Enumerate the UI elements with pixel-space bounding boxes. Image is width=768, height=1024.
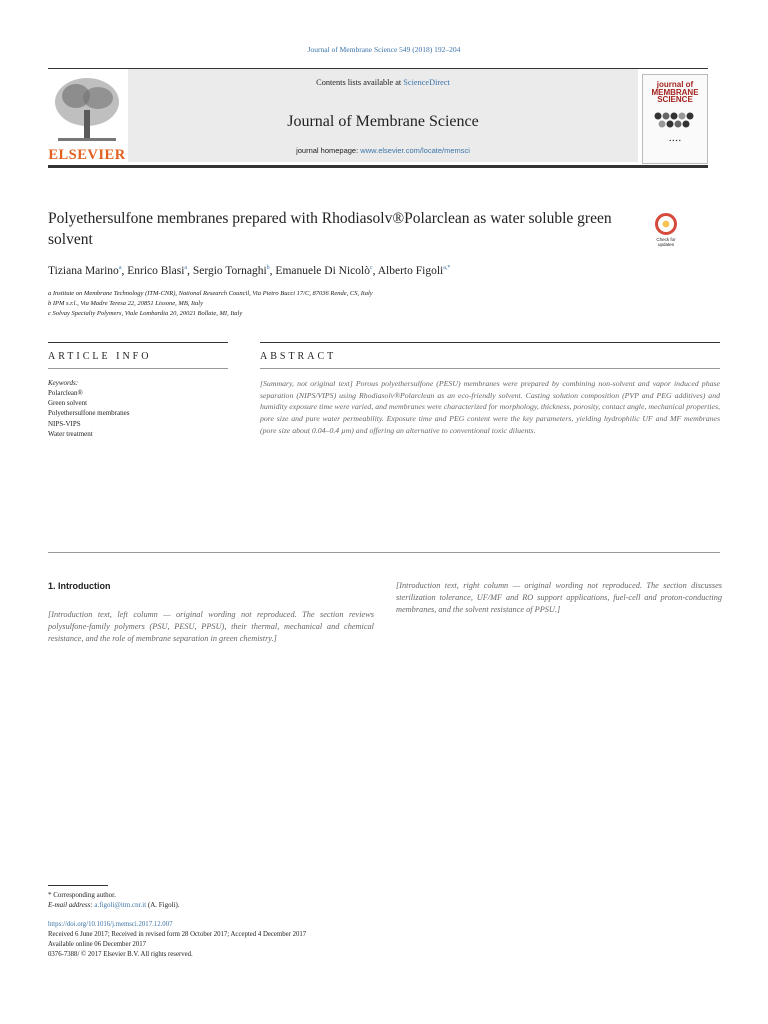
homepage-label: journal homepage: [296,146,359,156]
keyword: NIPS-VIPS [48,419,81,428]
keyword: Green solvent [48,399,88,408]
online-date: Available online 06 December 2017 [48,940,147,948]
intro-left-placeholder: [Introduction text, left column — original wording not reproduced. The section reviews polysulfone-family polymers (PSU, PESU, PPSU), their thermal, mechanical and chemical resistance, and the role of membrane separation in green chemistry.] [48,610,374,644]
abstract-body: [Summary, not original text] Porous polyethersulfone (PESU) membranes were prepared by combining non-solvent and vapor induced phase separation (NIPS/VIPS) using Rhodiasolv®Polarclean as an eco-friendly solvent. Casting solution composition (PVP and PEG additives) and humidity exposure time were varied, and membranes were characterized for morphology, thickness, porosity, contact angle, mechanical properties, pore size and pure water permeability. Exposure time and PEG content were the key parameters, yielding hydrophilic UF and MF membranes (pore size about 0.04–0.4 µm) and offering an alternative to conventional toxic diluents. [260,379,720,435]
divider [48,552,720,553]
author-list: Tiziana Marino$^a$, Enrico Blasi$^a$, Sergio Tornaghi$^b$, Emanuele Di Nicolò$^c$, Alberto Figoli$^{a,*}$ [48,265,451,277]
keywords-label: Keywords: [48,379,79,387]
affiliation-line: a Institute on Membrane Technology (ITM-CNR), National Research Council, Via Pietro Bucci 17/C, 87036 Rende, CS, Italy [48,290,373,297]
corresponding-author-label: * Corresponding author. [48,891,116,899]
article-title: Polyethersulfone membranes prepared with Rhodiasolv®Polarclean as water soluble green solvent [48,210,612,248]
footnote-rule [48,885,108,886]
author-name[interactable]: Alberto Figoli [377,265,444,277]
masthead-center [128,69,638,162]
intro-left-column [48,580,374,645]
copyright-line: 0376-7388/ © 2017 Elsevier B.V. All rights reserved. [48,950,193,958]
cover-title: journal of MEMBRANE SCIENCE [651,80,699,105]
received-dates: Received 6 June 2017; Received in revised form 28 October 2017; Accepted 4 December 2017 [48,930,307,938]
publication-info [48,920,306,959]
journal-reference-link[interactable]: Journal of Membrane Science 549 (2018) 192–204 [307,45,461,54]
author-name[interactable]: Enrico Blasi [127,265,185,277]
homepage-link[interactable]: www.elsevier.com/locate/memsci [360,146,470,156]
keywords-block [48,378,228,439]
author-name[interactable]: Tiziana Marino [48,265,119,277]
divider [48,368,228,369]
author-name[interactable]: Sergio Tornaghi [192,265,267,277]
email-link[interactable]: a.figoli@itm.cnr.it [94,901,147,910]
divider [48,342,228,343]
journal-masthead [48,68,708,168]
check-for-updates-icon [655,213,677,235]
doi-link[interactable]: https://doi.org/10.1016/j.memsci.2017.12.007 [48,921,173,928]
affiliations [48,289,373,319]
journal-homepage [128,146,638,157]
affiliation-line: b IPM s.r.l., Via Madre Teresa 22, 20851 Lissone, MB, Italy [48,300,203,308]
email-suffix: (A. Figoli). [147,901,180,910]
abstract-heading: ABSTRACT [260,351,337,362]
contents-prefix: Contents lists available at [316,78,402,87]
journal-cover-thumbnail[interactable] [642,74,708,164]
cover-hexagon-graphic [652,110,698,130]
email-label: E-mail address: [48,901,93,910]
elsevier-wordmark: ELSEVIER [48,146,126,163]
author-affiliation-mark[interactable]: a [118,265,122,272]
check-for-updates-badge[interactable] [648,213,684,248]
affiliation-line: c Solvay Specialty Polymers, Viale Lombardia 20, 20021 Bollate, MI, Italy [48,310,243,318]
journal-title: Journal of Membrane Science [287,113,479,131]
author-name[interactable]: Emanuele Di Nicolò [275,265,370,277]
keyword: Water treatment [48,429,93,438]
author-affiliation-mark[interactable]: a,* [443,265,451,272]
article-info-heading: ARTICLE INFO [48,351,152,362]
keyword: Polyethersulfone membranes [48,409,130,418]
divider [260,368,720,369]
keyword: Polarclean® [48,389,83,398]
contents-line [128,77,638,89]
check-for-updates-label: Check for updates [656,237,676,248]
intro-heading: 1. Introduction [48,581,111,591]
intro-right-placeholder: [Introduction text, right column — original wording not reproduced. The section discusses sterilization tolerance, UF/MF and RO support applications, fuel-cell and proton-conducting membranes, and the solvent resistance of PPSU.] [396,581,722,615]
divider [260,342,720,343]
author-affiliation-mark[interactable]: b [266,265,270,272]
author-affiliation-mark[interactable]: c [369,265,373,272]
cover-footer-marks: ▪ ▪ ▪ ▪ [669,137,681,144]
author-affiliation-mark[interactable]: a [184,265,188,272]
corresponding-author-footnote [48,885,374,910]
sciencedirect-link[interactable]: ScienceDirect [403,78,450,87]
intro-right-column [396,580,722,616]
elsevier-tree-logo [48,74,126,166]
